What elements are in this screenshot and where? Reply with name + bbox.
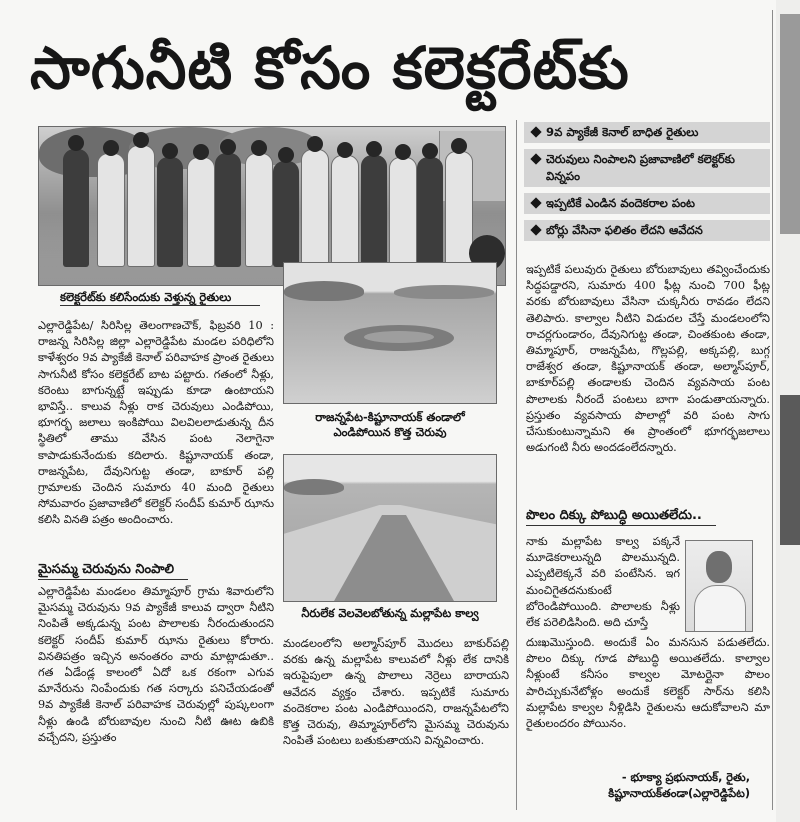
borewell-paragraph: ఇప్పటికే పలువురు రైతులు బోరుబావులు తవ్వించేందుకు సిద్ధపడ్డారని, సుమారు 400 ఫీట్ల నుంచి 700 ఫీట్ల వరకు బోరుబావులు వేసినా చుక్కనీరు రావడం లేదని తెలిపారు. కాల్వాల నీటిని విడుదల చేస్తే మండలంలోని రాచర్లగుండారం, దేవునిగుట్ట తండా, చింతకుంట తండా, తిమ్మాపూర్, రాజన్నపేట, గొల్లపల్లి, అక్కపల్లి, బుగ్గ రాజేశ్వర తండా, కిష్టూనాయక్ తండా, అల్మాస్‌పూర్, బాకూర్‌పల్లి తండాలకు చెందిన వ్యవసాయ పంట పొలాలకు నీరందే పంటలు బాగా పండుతాయన్నారు. ప్రస్తుతం వ్యవసాయ పొలాల్లో వరి పంట సాగు చేసుకుంటున్నామని ఈ ప్రాంతంలో భూగర్భజలాలు అడుగంటి నీరు అందడంలేదన్నారు. — [526, 263, 770, 455]
article-intro-paragraph: ఎల్లారెడ్డిపేట/ సిరిసిల్ల తెలంగాణచౌక్, ఫిబ్రవరి 10 : రాజన్న సిరిసిల్ల జిల్లా ఎల్లారెడ్డిపేట మండల పరిధిలోని కాళేశ్వరం 9వ ప్యాకేజీ కెనాల్ పరివాహక ప్రాంత రైతులు సాగునీటి కోసం కలెక్టరేట్ బాట పట్టారు. గతంలో నీళ్లు, కరెంటు బాగున్నట్టే ఇప్పుడు కూడా ఉంటాయని భావిస్తే.. కాలువ నీళ్లు రాక చెరువులు ఎండిపోయి, భూగర్భ జలాలు ఇంకిపోయి విలవిలలాడుతున్న దీన స్థితిలో తాము వేసిన పంట నెలాగైనా కాపాడుకునేందుకు కదిలారు. కిష్టూనాయక్ తండా, రాజన్నపేట, దేవునిగుట్ట తండా, బాకూర్ పల్లి గ్రామాలకు చెందిన సుమారు 40 మంది రైతులు సోమవారం ప్రజావాణిలో కలెక్టర్ సందీప్ కుమార్ ఝాను కలిసి వినతి పత్రం అందించారు. — [38, 319, 274, 527]
farmer-quote-text: నాకు మల్లాపేట కాల్వ పక్కనే మూడెకరాలున్నది పొలమున్నది. ఎప్పటిలెక్కనే వరి పంటేసిన. ఇగ మంచిగైతదనుకుంటే బోరెండిపోయింది. పొలాలకు నీళ్లు లేక పరెలిడిసింది. అది చూస్తే — [526, 535, 680, 630]
key-point: 9వ ప్యాకేజీ కెనాల్ బాధిత రైతులు — [524, 122, 770, 143]
subhead-underline — [526, 525, 716, 526]
key-points-box — [524, 122, 770, 247]
pond-photo-caption-line2: ఎండిపోయిన కొత్త చెరువు — [333, 425, 447, 439]
maisamma-paragraph: ఎల్లారెడ్డిపేట మండలం తిమ్మాపూర్ గ్రామ శివారులోని మైసమ్మ చెరువును 9వ ప్యాకేజీ కాలువ ద్వారా నీటిని నింపితే అక్కడున్న పంట పొలాలకు నీరందుతుందని కలెక్టర్ సందీప్ కుమార్ ఝాను రైతులు కోరారు. వినతిపత్రం ఇచ్చిన అనంతరం వారు మాట్లాడుతూ.. గత ఏడేండ్ల కాలంలో ఏదో ఒక రకంగా ఎగువ మానేరును నింపేందుకు గత సర్కారు పనిచేయడంతో 9వ ప్యాకేజీ కెనాల్ పరివాహక చెరువుల్లో పుష్కలంగా నీళ్లు ఉండి బోరుబావుల నుంచి నీటి ఊట ఉబికి వచ్చేదని, ప్రస్తుతం — [38, 585, 274, 744]
farmer-quote-continued: దుఃఖమొస్తుంది. అందుకే ఏం మనసున పడుతలేదు. పొలం దిక్కు గూడ పోబుద్ధి అయితలేదు. కాల్వాల నీళ్లుంటే కనీసం కాల్వల మోటర్లైనా పొలం పారిచ్చుకునేటోళ్లం అందుకే కలెక్టర్ సార్‌ను కలిసి మల్లాపేట కాల్వల నీళ్లిడిసి రైతులను ఆదుకోవాలని మా రైతులందరం పోయినం. — [526, 636, 770, 731]
section-subhead-maisamma: మైసమ్మ చెరువును నింపాలి — [38, 562, 175, 577]
main-photo-caption: కలెక్టరేట్‌కు కలిసేందుకు వెళ్తున్న రైతులు — [60, 290, 232, 304]
key-point: ఇప్పటికే ఎండిన వందెకరాల పంట — [524, 193, 770, 214]
column-divider-right — [772, 10, 773, 810]
subhead-underline — [38, 579, 188, 580]
headline: సాగునీటి కోసం కలెక్టరేట్‌కు — [30, 34, 630, 102]
adjacent-article-strip — [776, 0, 800, 822]
canal-photo-caption: నీరులేక వెలవెలబోతున్న మల్లాపేట కాల్వ — [301, 606, 479, 620]
adjacent-photo — [780, 14, 800, 234]
column-divider-mid — [516, 120, 517, 810]
farmer-portrait-photo — [685, 540, 753, 632]
dry-pond-photo — [283, 262, 497, 404]
key-point: చెరువులు నింపాలని ప్రజావాణిలో కలెక్టర్‌కు విన్నపం — [524, 149, 770, 187]
dry-canal-photo — [283, 454, 497, 602]
adjacent-photo-2 — [780, 395, 800, 545]
key-point: బోర్లు వేసినా ఫలితం లేదని ఆవేదన — [524, 220, 770, 241]
main-caption-underline — [60, 305, 260, 306]
canal-paragraph: మండలంలోని అల్మాస్‌పూర్ మొదలు బాకుర్‌పల్లి వరకు ఉన్న మల్లాపేట కాలువలో నీళ్లు లేక దానికి ఇరుపైపులా ఉన్న పొలాలు నెర్రెలు బారాయని ఆవేదన వ్యక్తం చేశారు. ఇప్పటికే సుమారు వందెకరాల పంట ఎండిపోయిందని, రాజన్నపేటలోని కొత్త చెరువు, తిమ్మాపూర్‌లోని మైసమ్మ చెరువును నింపితే పంటలు బతుకుతాయని విన్నవించారు. — [283, 637, 509, 748]
pond-photo-caption-line1: రాజన్నపేట-కిష్టూనాయక్ తండాలో — [315, 410, 465, 424]
section-subhead-farmer-quote: పొలం దిక్కు పోబుద్ధి అయితలేదు.. — [526, 508, 702, 523]
byline-place: కిష్టూనాయక్‌తండా(ఎల్లారెడ్డిపేట) — [608, 787, 750, 800]
farmer-quote-top — [526, 534, 680, 634]
byline-name: - భూక్యా ప్రభునాయక్, రైతు, — [621, 771, 750, 784]
